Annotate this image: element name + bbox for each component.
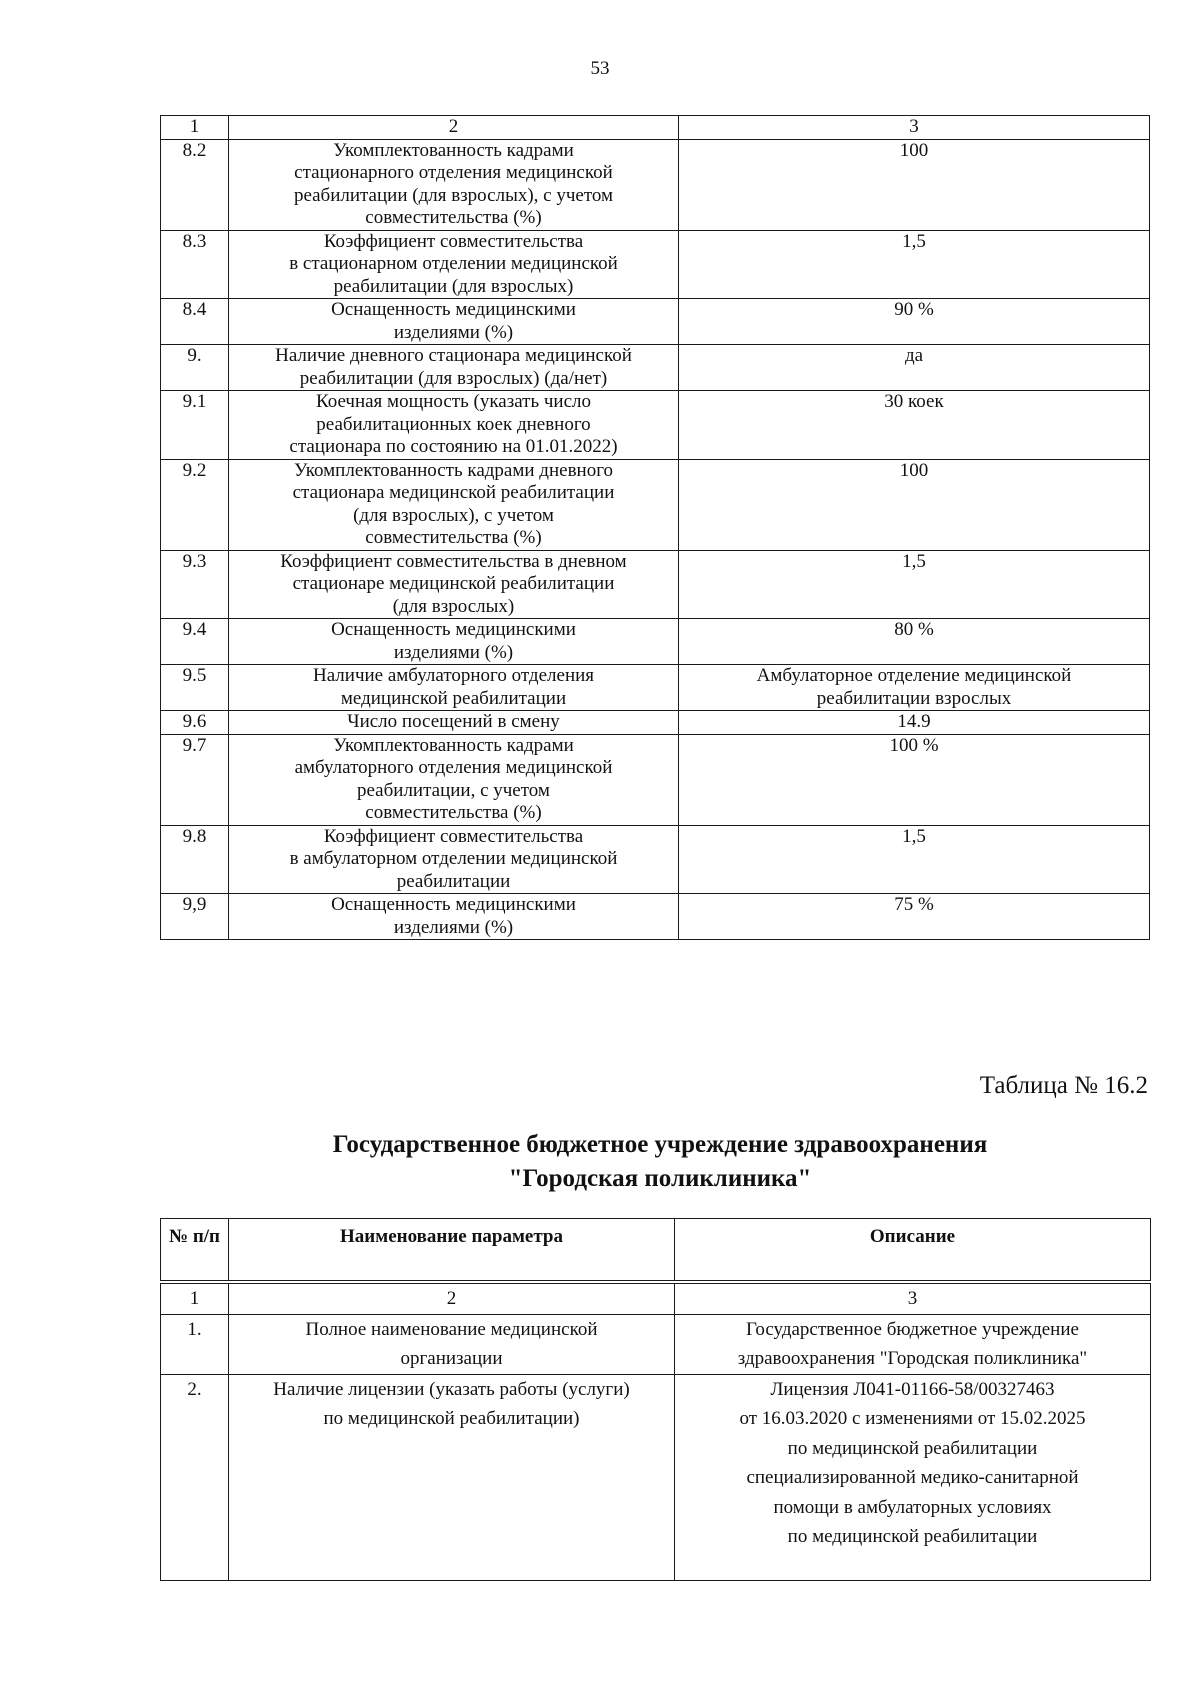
row-number-cell: 8.4 [161,299,229,345]
value-cell [679,619,1150,665]
row-number-cell: 9.4 [161,619,229,665]
value-cell [679,665,1150,711]
parameter-line: реабилитации (для взрослых) (да/нет) [299,367,608,389]
value-line: помощи в амбулаторных условиях [773,1496,1052,1518]
table-row [161,299,1150,345]
parameter-line: Коэффициент совместительства [323,825,584,847]
parameter-line: Наличие лицензии (указать работы (услуги) [273,1378,630,1400]
row-number-cell: 9.7 [161,734,229,825]
value-cell [679,299,1150,345]
value-cell [679,459,1150,550]
row-number-cell: 9.5 [161,665,229,711]
table-caption: Таблица № 16.2 [979,1072,1148,1099]
parameter-line: стационаре медицинской реабилитации [292,573,615,594]
row-number-cell: 9.1 [161,391,229,460]
value-line: Амбулаторное отделение медицинской [756,665,1072,686]
parameter-cell [229,1314,675,1374]
value-cell [679,894,1150,940]
column-header-number: № п/п [161,1219,229,1281]
row-number-cell: 1. [161,1314,229,1374]
parameter-line: стационара по состоянию на 01.01.2022) [289,436,618,457]
table-row [161,1374,1151,1580]
parameter-line: (для взрослых), с учетом [353,504,554,526]
parameter-cell [229,345,679,391]
parameter-line: Оснащенность медицинскими [331,619,576,640]
parameter-line: изделиями (%) [393,641,514,663]
parameter-cell [229,1374,675,1580]
value-cell [679,139,1150,230]
parameter-line: Укомплектованность кадрами дневного [293,459,614,481]
heading-line: Государственное бюджетное учреждение здравоохранения [332,1131,988,1158]
organization-table [160,1283,1151,1581]
value-line: 30 коек [884,391,944,412]
value-line: реабилитации взрослых [816,687,1012,709]
parameter-line: Полное наименование медицинской [305,1318,598,1340]
column-header-parameter: Наименование параметра [229,1219,675,1281]
parameter-line: медицинской реабилитации [340,687,567,709]
parameter-line: амбулаторного отделения медицинской [294,757,613,778]
column-number-cell: 3 [679,116,1150,140]
value-cell [679,711,1150,735]
parameter-line: реабилитационных коек дневного [316,413,591,435]
column-header-description: Описание [675,1219,1151,1281]
value-line: Лицензия Л041-01166-58/00327463 [770,1378,1055,1400]
row-number-cell: 9.6 [161,711,229,735]
parameter-line: реабилитации (для взрослых), с учетом [293,184,614,206]
value-cell [675,1314,1151,1374]
value-cell [679,345,1150,391]
value-line: по медицинской реабилитации [787,1526,1038,1547]
value-cell [679,230,1150,299]
parameter-line: реабилитации (для взрослых) [333,275,574,297]
parameter-line: Наличие амбулаторного отделения [312,665,595,686]
parameter-line: Оснащенность медицинскими [331,894,576,915]
parameter-line: реабилитации [396,870,511,892]
table-number-row [161,116,1150,140]
parameter-line: Число посещений в смену [347,711,560,732]
value-line: специализированной медико-санитарной [746,1467,1079,1488]
table-row [161,230,1150,299]
parameter-cell [229,391,679,460]
parameter-cell [229,230,679,299]
value-cell [675,1374,1151,1580]
table-row [161,345,1150,391]
row-number-cell: 9.3 [161,550,229,619]
organization-heading [0,1128,1200,1196]
organization-table-header [160,1218,1151,1281]
parameter-line: (для взрослых) [392,595,515,617]
table-row [161,459,1150,550]
value-line: Государственное бюджетное учреждение [746,1318,1079,1340]
table-row [161,619,1150,665]
table-row [161,825,1150,894]
parameter-cell [229,619,679,665]
value-line: 1,5 [902,825,926,847]
value-line: 100 [899,139,929,161]
value-line: 1,5 [902,230,926,252]
row-number-cell: 9,9 [161,894,229,940]
parameter-line: Укомплектованность кадрами [333,734,574,756]
row-number-cell: 2. [161,1374,229,1580]
value-line: 80 % [894,619,934,640]
value-cell [679,550,1150,619]
table-row [161,391,1150,460]
parameter-line: в амбулаторном отделении медицинской [289,848,618,869]
parameter-line: по медицинской реабилитации) [323,1408,580,1429]
value-cell [679,825,1150,894]
value-line: 90 % [894,299,934,320]
parameter-line: Наличие дневного стационара медицинской [275,345,632,366]
table-row [161,550,1150,619]
table-row [161,894,1150,940]
parameter-cell [229,665,679,711]
parameter-cell [229,825,679,894]
value-line: от 16.03.2020 с изменениями от 15.02.2025 [739,1408,1086,1429]
parameter-line: Оснащенность медицинскими [331,299,576,320]
parameter-line: совместительства (%) [365,802,542,823]
parameter-line: совместительства (%) [365,527,542,548]
row-number-cell: 9.8 [161,825,229,894]
value-line: 100 % [889,734,939,756]
column-number-cell: 2 [229,1284,675,1315]
table-row [161,139,1150,230]
value-line: да [904,345,924,366]
parameter-line: изделиями (%) [393,916,514,938]
row-number-cell: 9.2 [161,459,229,550]
parameter-line: изделиями (%) [393,321,514,343]
parameter-cell [229,894,679,940]
table-number-row [161,1284,1151,1315]
row-number-cell: 9. [161,345,229,391]
rehab-indicators-table [160,115,1150,940]
table-row [161,665,1150,711]
parameter-line: Укомплектованность кадрами [333,139,574,161]
parameter-line: реабилитации, с учетом [357,779,550,801]
row-number-cell: 8.2 [161,139,229,230]
value-cell [679,734,1150,825]
parameter-cell [229,139,679,230]
value-line: здравоохранения "Городская поликлиника" [737,1348,1088,1369]
value-line: 100 [899,459,929,481]
parameter-cell [229,711,679,735]
value-line: 75 % [894,894,934,915]
heading-line: "Городская поликлиника" [508,1165,812,1192]
parameter-line: совместительства (%) [365,207,542,228]
parameter-line: стационарного отделения медицинской [294,162,613,183]
parameter-line: Коэффициент совместительства в дневном [280,550,627,572]
table-row [161,734,1150,825]
row-number-cell: 8.3 [161,230,229,299]
column-number-cell: 1 [161,116,229,140]
parameter-cell [229,550,679,619]
column-number-cell: 1 [161,1284,229,1315]
table-row [161,711,1150,735]
value-line: по медицинской реабилитации [787,1437,1038,1459]
parameter-cell [229,299,679,345]
table-row [161,1314,1151,1374]
parameter-cell [229,459,679,550]
page-number: 53 [590,58,610,79]
parameter-cell [229,734,679,825]
value-line: 1,5 [902,550,926,572]
column-number-cell: 2 [229,116,679,140]
parameter-line: стационара медицинской реабилитации [292,482,615,503]
value-cell [679,391,1150,460]
value-line: 14.9 [897,711,931,732]
parameter-line: организации [400,1348,503,1369]
column-number-cell: 3 [675,1284,1151,1315]
parameter-line: Коэффициент совместительства [323,230,584,252]
parameter-line: в стационарном отделении медицинской [289,253,618,274]
parameter-line: Коечная мощность (указать число [315,391,592,412]
